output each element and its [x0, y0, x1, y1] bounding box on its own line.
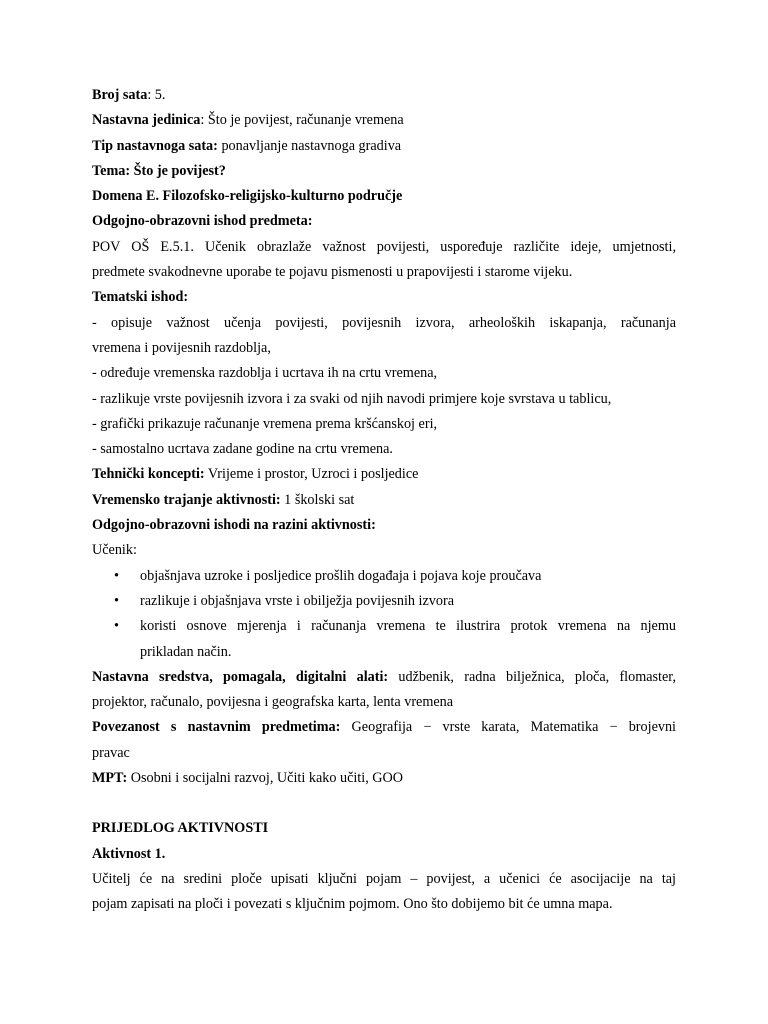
list-item-text-cont: prikladan način.: [140, 643, 232, 660]
tematski-ishod-label: Tematski ishod:: [92, 289, 189, 306]
sredstva-line-1: [92, 665, 676, 690]
aktivnost-1-label: Aktivnost 1.: [92, 845, 166, 862]
tip-sata-label: Tip nastavnoga sata:: [92, 137, 218, 154]
ishodi-aktivnosti-heading: [92, 513, 676, 538]
tematski-item-1-cont: vremena i povijesnih razdoblja,: [92, 339, 271, 356]
tematski-item-3: - razlikuje vrste povijesnih izvora i za svaki od njih navodi primjere koje svrstava u tablicu,: [92, 390, 612, 407]
broj-sata-row: [92, 83, 676, 108]
tehnicki-koncepti-row: [92, 462, 676, 487]
prijedlog-aktivnosti-label: PRIJEDLOG AKTIVNOSTI: [92, 820, 269, 837]
povezanost-value: Geografija − vrste karata, Matematika − brojevni: [340, 719, 676, 736]
vremensko-trajanje-label: Vremensko trajanje aktivnosti:: [92, 491, 281, 508]
povezanost-line-1: [92, 715, 676, 740]
ishodi-aktivnosti-list: [92, 564, 676, 665]
tematski-item-4: - grafički prikazuje računanje vremena prema kršćanskoj eri,: [92, 415, 438, 432]
list-item-text: koristi osnove mjerenja i računanja vremena te ilustrira protok vremena na njemu: [140, 618, 676, 635]
ucenik-intro: Učenik:: [92, 542, 137, 559]
broj-sata-value: : 5.: [147, 87, 166, 103]
broj-sata-label: Broj sata: [92, 87, 148, 103]
prijedlog-aktivnosti-heading: [92, 816, 676, 841]
tematski-ishod-heading: [92, 285, 676, 310]
list-item-text: razlikuje i objašnjava vrste i obilježja povijesnih izvora: [140, 592, 454, 609]
aktivnost-1-heading: [92, 842, 676, 867]
bullet-icon: •: [114, 592, 119, 609]
sredstva-label: Nastavna sredstva, pomagala, digitalni alati:: [92, 668, 389, 685]
bullet-icon: •: [114, 567, 119, 584]
list-item: [92, 589, 676, 614]
ishod-predmeta-heading: [92, 209, 676, 234]
tematski-item-1: - opisuje važnost učenja povijesti, povijesnih izvora, arheoloških iskapanja, računanja: [92, 314, 676, 331]
list-item: [92, 614, 676, 665]
tip-sata-row: [92, 134, 676, 159]
mpt-value: Osobni i socijalni razvoj, Učiti kako učiti, GOO: [127, 770, 404, 787]
nastavna-jedinica-label: Nastavna jedinica: [92, 112, 201, 129]
tema-row: [92, 159, 676, 184]
vremensko-trajanje-value: 1 školski sat: [280, 491, 355, 508]
tehnicki-koncepti-label: Tehnički koncepti:: [92, 466, 205, 483]
ishod-predmeta-line-2: predmete svakodnevne uporabe te pojavu pismenosti u prapovijesti i starome vijeku.: [92, 264, 573, 281]
mpt-label: MPT:: [92, 770, 128, 787]
list-item: [92, 564, 676, 589]
domena-row: [92, 184, 676, 209]
tip-sata-value: ponavljanje nastavnoga gradiva: [217, 137, 402, 154]
mpt-row: [92, 766, 676, 791]
bullet-icon: •: [114, 618, 119, 635]
tehnicki-koncepti-value: Vrijeme i prostor, Uzroci i posljedice: [204, 466, 419, 483]
nastavna-jedinica-value: : Što je povijest, računanje vremena: [200, 112, 404, 129]
povezanost-line-2: pravac: [92, 744, 130, 761]
aktivnost-1-line-1: Učitelj će na sredini ploče upisati ključni pojam – povijest, a učenici će asocijacije na taj: [92, 870, 676, 887]
ishodi-aktivnosti-label: Odgojno-obrazovni ishodi na razini aktivnosti:: [92, 517, 376, 534]
tema-text: Tema: Što je povijest?: [92, 162, 226, 179]
lesson-plan-document: [92, 83, 676, 918]
section-spacer: [92, 791, 676, 816]
sredstva-line-2: projektor, računalo, povijesna i geografska karta, lenta vremena: [92, 694, 454, 711]
tematski-item-2: - određuje vremenska razdoblja i ucrtava ih na crtu vremena,: [92, 365, 438, 382]
povezanost-label: Povezanost s nastavnim predmetima:: [92, 719, 341, 736]
ishod-predmeta-line-1: POV OŠ E.5.1. Učenik obrazlaže važnost povijesti, uspoređuje različite ideje, umjetnosti,: [92, 238, 676, 255]
nastavna-jedinica-row: [92, 108, 676, 133]
sredstva-value: udžbenik, radna bilježnica, ploča, flomaster,: [388, 668, 676, 685]
list-item-text: objašnjava uzroke i posljedice prošlih događaja i pojava koje proučava: [140, 567, 542, 584]
tematski-item-5: - samostalno ucrtava zadane godine na crtu vremena.: [92, 441, 393, 458]
aktivnost-1-line-2: pojam zapisati na ploči i povezati s ključnim pojmom. Ono što dobijemo bit će umna mapa.: [92, 896, 613, 913]
ishod-predmeta-label: Odgojno-obrazovni ishod predmeta:: [92, 213, 313, 230]
domena-text: Domena E. Filozofsko-religijsko-kulturno područje: [92, 188, 403, 205]
vremensko-trajanje-row: [92, 488, 676, 513]
